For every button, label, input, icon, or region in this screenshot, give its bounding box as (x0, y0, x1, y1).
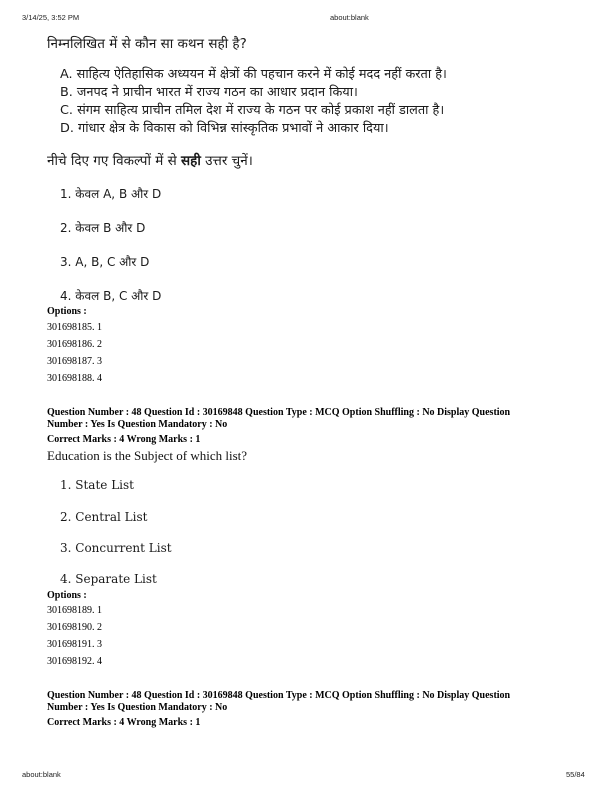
instruction-text (47, 151, 253, 169)
print-url-footer: about:blank (22, 770, 61, 779)
choice-4: 4. केवल B, C और D (60, 289, 162, 303)
question-meta-line1-repeat: Question Number : 48 Question Id : 30169848 Question Type : MCQ Option Shuffling : No Display Question (47, 690, 511, 701)
option-id-6: 301698190. 2 (47, 622, 102, 633)
option-id-4: 301698188. 4 (47, 373, 102, 384)
print-datetime: 3/14/25, 3:52 PM (22, 13, 80, 22)
instruction-bold: सही (181, 153, 201, 169)
statement-c: C. संगम साहित्य प्राचीन तमिल देश में राज्य के गठन पर कोई प्रकाश नहीं डालता है। (60, 103, 445, 118)
choice-central-list: 2. Central List (60, 510, 148, 524)
instruction-pre: नीचे दिए गए विकल्पों में से (47, 153, 182, 169)
choice-concurrent-list: 3. Concurrent List (60, 541, 172, 555)
question-text-english: Education is the Subject of which list? (47, 448, 248, 463)
question-marks: Correct Marks : 4 Wrong Marks : 1 (47, 434, 201, 445)
option-id-5: 301698189. 1 (47, 605, 102, 616)
choice-3: 3. A, B, C और D (60, 255, 150, 269)
instruction-post: उत्तर चुनें। (200, 153, 253, 169)
statement-d: D. गांधार क्षेत्र के विकास को विभिन्न सांस्कृतिक प्रभावों ने आकार दिया। (60, 121, 389, 136)
option-id-7: 301698191. 3 (47, 639, 102, 650)
options-label-2: Options : (47, 590, 87, 601)
choice-state-list: 1. State List (60, 478, 134, 492)
choice-separate-list: 4. Separate List (60, 572, 157, 586)
print-url-header: about:blank (330, 13, 369, 22)
question-meta-line2-repeat: Number : Yes Is Question Mandatory : No (47, 702, 228, 713)
choice-2: 2. केवल B और D (60, 221, 146, 235)
option-id-3: 301698187. 3 (47, 356, 102, 367)
page-number: 55/84 (566, 770, 585, 779)
options-label: Options : (47, 306, 87, 317)
statement-b: B. जनपद ने प्राचीन भारत में राज्य गठन का आधार प्रदान किया। (60, 85, 358, 100)
statement-a: A. साहित्य ऐतिहासिक अध्ययन में क्षेत्रों की पहचान करने में कोई मदद नहीं करता है। (60, 67, 447, 82)
question-meta-line1: Question Number : 48 Question Id : 30169848 Question Type : MCQ Option Shuffling : No Display Question (47, 407, 511, 418)
option-id-1: 301698185. 1 (47, 322, 102, 333)
choice-1: 1. केवल A, B और D (60, 187, 162, 201)
question-marks-repeat: Correct Marks : 4 Wrong Marks : 1 (47, 717, 201, 728)
option-id-2: 301698186. 2 (47, 339, 102, 350)
question-text-hindi: निम्नलिखित में से कौन सा कथन सही है? (47, 36, 247, 52)
question-meta-line2: Number : Yes Is Question Mandatory : No (47, 419, 228, 430)
option-id-8: 301698192. 4 (47, 656, 102, 667)
